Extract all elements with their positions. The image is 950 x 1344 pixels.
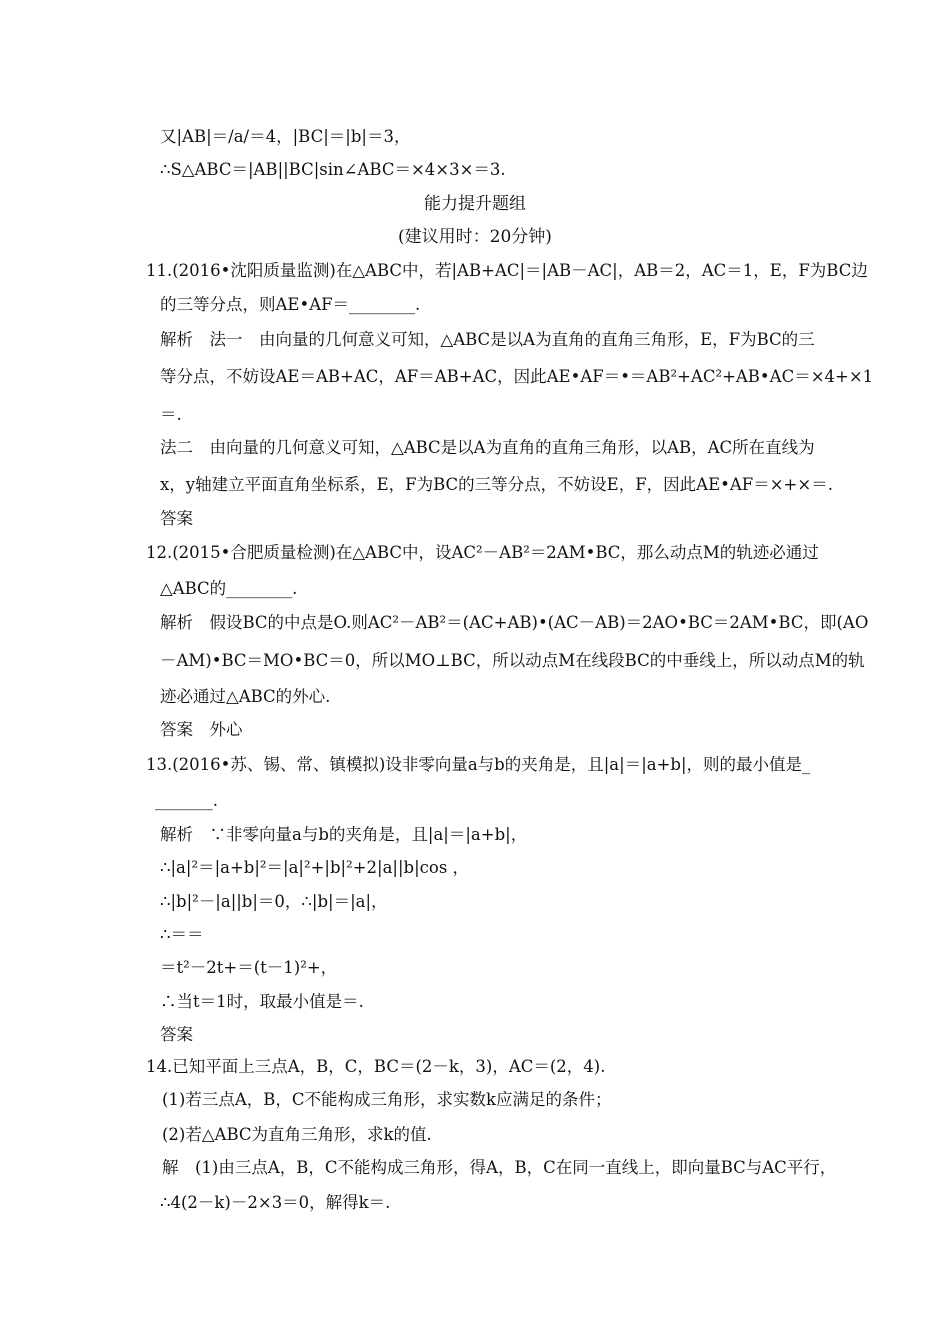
answer-label: 答案	[160, 509, 193, 528]
answer-label: 答案 外心	[160, 720, 243, 739]
solution-text: 解 (1)由三点A，B，C不能构成三角形，得A，B，C在同一直线上，即向量BC与AC平行，	[162, 1158, 837, 1177]
solution-text: ∴4(2－k)－2×3＝0，解得k＝.	[160, 1193, 391, 1212]
solution-text: ∴|b|²－|a||b|＝0，∴|b|＝|a|，	[160, 892, 388, 911]
solution-text: ∴当t＝1时，取最小值是＝.	[160, 992, 364, 1011]
section-subheading: (建议用时：20分钟)	[398, 227, 552, 247]
text-line: △ABC的________.	[160, 579, 298, 598]
solution-text: 解析 假设BC的中点是O.则AC²－AB²＝(AC+AB)•(AC－AB)＝2AO•BC＝2AM•BC，即(AO	[160, 613, 869, 632]
solution-text: ∴|a|²＝|a+b|²＝|a|²+|b|²+2|a||b|cos ，	[160, 858, 470, 877]
answer-label: 答案	[160, 1025, 193, 1044]
text-line: (1)若三点A，B，C不能构成三角形，求实数k应满足的条件；	[162, 1090, 612, 1109]
text-line: 的三等分点，则AE•AF＝________.	[160, 295, 421, 314]
solution-text: x，y轴建立平面直角坐标系，E，F为BC的三等分点，不妨设E，F，因此AE•AF＝×+×＝.	[160, 475, 833, 494]
section-heading: 能力提升题组	[424, 194, 526, 214]
solution-text: 法二 由向量的几何意义可知，△ABC是以A为直角的直角三角形，以AB，AC所在直线为	[160, 438, 815, 457]
solution-text: ＝t²－2t+＝(t－1)²+，	[160, 958, 338, 977]
solution-text: 解析 ∵非零向量a与b的夹角是，且|a|＝|a+b|，	[160, 825, 528, 844]
problem-13: 13.(2016•苏、锡、常、镇模拟)设非零向量a与b的夹角是，且|a|＝|a+b|，则的最小值是_	[146, 755, 811, 774]
text-line: (2)若△ABC为直角三角形，求k的值.	[162, 1125, 432, 1144]
problem-12: 12.(2015•合肥质量检测)在△ABC中，设AC²－AB²＝2AM•BC，那么动点M的轨迹必通过	[146, 543, 819, 562]
text-line: _______.	[155, 791, 218, 810]
solution-text: 迹必通过△ABC的外心.	[160, 687, 331, 706]
solution-text: ＝.	[160, 405, 182, 424]
text-line: ∴S△ABC＝|AB||BC|sin∠ABC＝×4×3×＝3.	[160, 160, 506, 179]
problem-11: 11.(2016•沈阳质量监测)在△ABC中，若|AB+AC|＝|AB－AC|，AB＝2，AC＝1，E，F为BC边	[146, 261, 868, 280]
problem-14: 14.已知平面上三点A，B，C，BC＝(2－k，3)，AC＝(2，4).	[146, 1057, 606, 1076]
solution-text: 解析 法一 由向量的几何意义可知，△ABC是以A为直角的直角三角形，E，F为BC的三	[160, 330, 815, 349]
solution-text: －AM)•BC＝MO•BC＝0，所以MO⊥BC，所以动点M在线段BC的中垂线上，所以动点M的轨	[160, 651, 865, 670]
solution-text: ∴＝＝	[160, 925, 204, 944]
text-line: 又|AB|＝/a/＝4，|BC|＝|b|＝3，	[160, 127, 411, 146]
solution-text: 等分点，不妨设AE＝AB+AC，AF＝AB+AC，因此AE•AF＝•＝AB²+AC²+AB•AC＝×4+×1	[160, 367, 874, 386]
